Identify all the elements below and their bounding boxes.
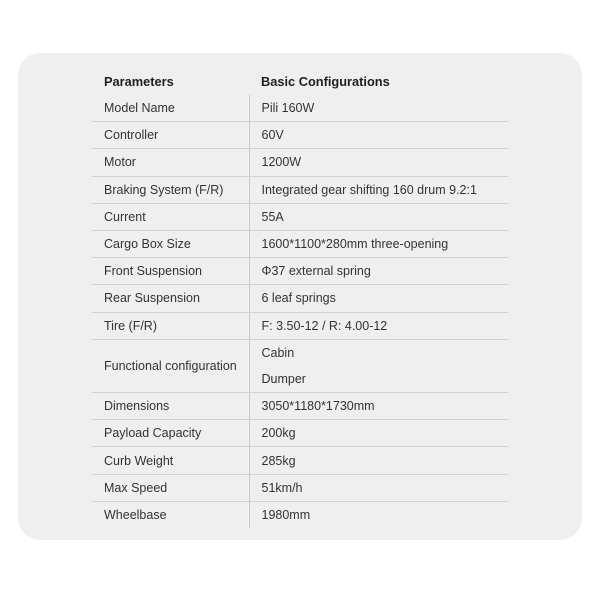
row-param: Tire (F/R) (92, 312, 249, 339)
row-param: Model Name (92, 95, 249, 122)
table-row (92, 393, 508, 420)
table-row (92, 203, 508, 230)
header-parameters: Parameters (104, 74, 174, 89)
row-param: Functional configuration (92, 339, 249, 392)
table-row (92, 501, 508, 528)
row-param: Cargo Box Size (92, 230, 249, 257)
row-param: Front Suspension (92, 258, 249, 285)
row-param: Current (92, 203, 249, 230)
row-value: 55A (261, 209, 284, 224)
row-param: Max Speed (92, 474, 249, 501)
row-value: 51km/h (261, 480, 303, 495)
row-param: Motor (92, 149, 249, 176)
row-value: Dumper (261, 371, 306, 386)
spec-table (92, 68, 508, 528)
row-value: Pili 160W (261, 101, 315, 116)
row-param: Wheelbase (92, 501, 249, 528)
row-value: 60V (261, 128, 284, 143)
row-value: 1600*1100*280mm three-opening (261, 237, 449, 252)
row-value: 6 leaf springs (261, 291, 336, 306)
table-row (92, 95, 508, 122)
row-param: Curb Weight (92, 447, 249, 474)
table-row (92, 122, 508, 149)
table-row (92, 176, 508, 203)
table-row (92, 149, 508, 176)
row-param: Braking System (F/R) (92, 176, 249, 203)
table-header-row (92, 68, 508, 95)
row-value: F: 3.50-12 / R: 4.00-12 (261, 318, 388, 333)
row-value: 285kg (261, 453, 296, 468)
row-param: Dimensions (92, 393, 249, 420)
row-value: 3050*1180*1730mm (261, 399, 375, 414)
row-param: Payload Capacity (92, 420, 249, 447)
row-value: Φ37 external spring (261, 264, 371, 279)
table-row (92, 312, 508, 339)
header-basic-configurations: Basic Configurations (261, 74, 390, 89)
row-value: 1980mm (261, 507, 311, 522)
row-param: Controller (92, 122, 249, 149)
table-row (92, 339, 508, 366)
table-row (92, 474, 508, 501)
table-row (92, 258, 508, 285)
table-row (92, 230, 508, 257)
table-row (92, 447, 508, 474)
row-value: 200kg (261, 426, 296, 441)
table-row (92, 285, 508, 312)
row-param: Rear Suspension (92, 285, 249, 312)
row-value: Cabin (261, 345, 295, 360)
table-row (92, 420, 508, 447)
row-value: Integrated gear shifting 160 drum 9.2:1 (261, 182, 477, 197)
row-value: 1200W (261, 155, 302, 170)
